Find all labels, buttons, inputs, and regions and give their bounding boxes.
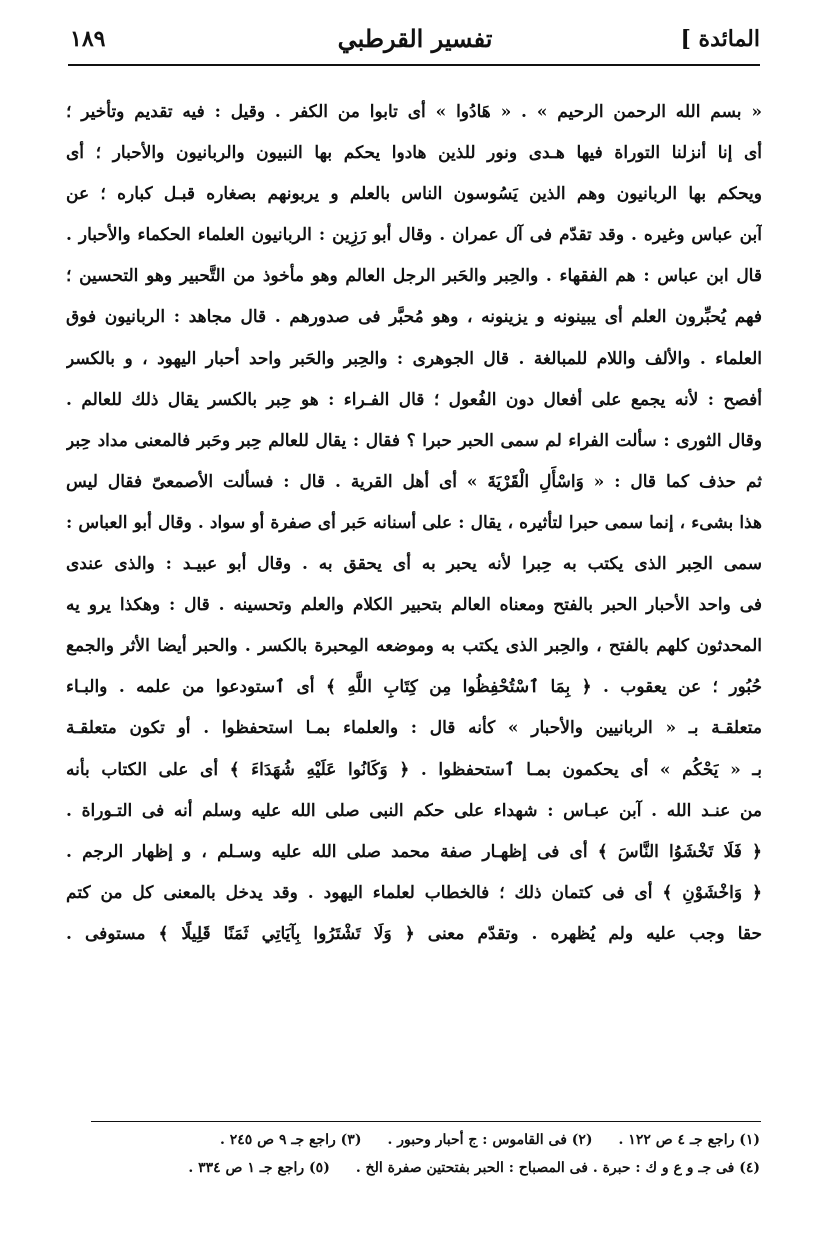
main-text [66, 92, 762, 955]
page-number: ١٨٩ [70, 26, 106, 52]
text-line: من عنـد الله . آبن عبـاس : شهداء على حكم النبى صلى الله عليه وسلم أنه فى التـوراة . [66, 800, 762, 821]
text-line: حُبُور ؛ عن يعقوب . ﴿ بِمَا ٱسْتُحْفِظُوا مِن كِتَابِ اللَّهِ ﴾ أى ٱستودعوا من علمه . والبـاء [66, 677, 762, 698]
text-line: حقا وجب عليه ولم يُظهره . وتقدّم معنى ﴿ وَلَا تَشْتَرُوا بِآيَاتِي ثَمَنًا قَلِيلًا ﴾ مستوفى . [66, 923, 762, 944]
text-line: سمى الحِبر الذى يكتب به حِبرا لأنه يحبر به أى يحقق به . وقال أبو عبيـد : والذى عندى [66, 554, 762, 575]
text-line: المحدثون كلهم بالفتح ، والحِبر الذى يكتب به وموضعه المِحبرة بالكسر . والحبر أيضا الأثر والجمع [66, 636, 762, 657]
header-divider [68, 64, 760, 66]
footnote-2: (٢) فى القاموس : ج أحبار وحبور . [387, 1132, 593, 1148]
footnote-row [70, 1126, 760, 1154]
footnote-4: (٤) فى جـ و ع و ك : حبرة . فى المصباح : الحبر بفتحتين صفرة الخ . [355, 1160, 760, 1176]
page-header [70, 18, 760, 64]
text-line: متعلقـة بـ « الربانيين والأحبار » كأنه قال : والعلماء بمـا استحفظوا . أو تكون متعلقـة [66, 718, 762, 739]
footnote-divider [91, 1121, 761, 1122]
text-line: العلماء . والألف واللام للمبالغة . قال الجوهرى : والحِبر والحَبر واحد أحبار اليهود ، و بالكسر [66, 348, 762, 369]
text-line: « بسم الله الرحمن الرحيم » . « هَادُوا » أى تابوا من الكفر . وقيل : فيه تقديم وتأخير ؛ [66, 102, 762, 122]
text-line: أى إنا أنزلنا التوراة فيها هـدى ونور للذين هادوا يحكم بها النبيون والربانيون والأحبار ؛ أى [66, 143, 762, 164]
text-line: ويحكم بها الربانيون وهم الذين يَسُوسون الناس بالعلم و يربونهم بصغاره قبـل كباره ؛ عن [66, 184, 762, 205]
footnotes [70, 1126, 760, 1182]
text-line: ثم حذف كما قال : « وَاسْأَلِ الْقَرْيَةَ » أى أهل القرية . قال : فسألت الأصمعىّ فقال ليس [66, 471, 762, 492]
text-line: فهم يُحبِّرون العلم أى يبينونه و يزينونه ، وهو مُحبَّر فى صدورهم . قال مجاهد : الربانيون فوق [66, 307, 762, 328]
footnote-row [70, 1154, 760, 1182]
footnote-3: (٣) راجع جـ ٩ ص ٢٤٥ . [220, 1132, 362, 1148]
text-line: بـ « يَحْكُم » أى يحكمون بمـا ٱستحفظوا . ﴿ وَكَانُوا عَلَيْهِ شُهَدَاءَ ﴾ أى على الكتاب بأنه [66, 759, 762, 780]
text-line: آبن عباس وغيره . وقد تقدّم فى آل عمران . وقال أبو رَزِين : الربانيون العلماء الحكماء والأحبار . [66, 225, 762, 246]
text-line: وقال الثورى : سألت الفراء لم سمى الحبر حبرا ؟ فقال : يقال للعالم حِبر وحَبر فالمعنى مداد حِبر [66, 430, 762, 451]
text-line: ﴿ فَلَا تَخْشَوُا النَّاسَ ﴾ أى فى إظهـار صفة محمد صلى الله عليه وسـلم ، و إظهار الرجم . [66, 841, 762, 862]
surah-name: المائدة ] [680, 26, 760, 52]
text-line: أفصح : لأنه يجمع على أفعال دون الفُعول ؛ قال الفـراء : هو حِبر بالكسر يقال ذلك للعالم . [66, 389, 762, 410]
footnote-1: (١) راجع جـ ٤ ص ١٢٢ . [618, 1132, 760, 1148]
footnote-5: (٥) راجع جـ ١ ص ٣٣٤ . [188, 1160, 330, 1176]
text-line: ﴿ وَاخْشَوْنِ ﴾ أى فى كتمان ذلك ؛ فالخطاب لعلماء اليهود . وقد يدخل بالمعنى كل من كتم [66, 882, 762, 903]
text-line: قال ابن عباس : هم الفقهاء . والحِبر والحَبر الرجل العالم وهو مأخوذ من التَّحبير وهو التحسين ؛ [66, 266, 762, 287]
book-title: تفسير القرطبي [337, 24, 493, 53]
text-line: فى واحد الأحبار الحبر بالفتح ومعناه العالم بتحبير الكلام والعلم وتحسينه . قال : وهكذا يرو يه [66, 595, 762, 616]
text-line: هذا بشىء ، إنما سمى حبرا لتأثيره ، يقال : على أسنانه حَبر أى صفرة أو سواد . وقال أبو العباس : [66, 512, 762, 533]
